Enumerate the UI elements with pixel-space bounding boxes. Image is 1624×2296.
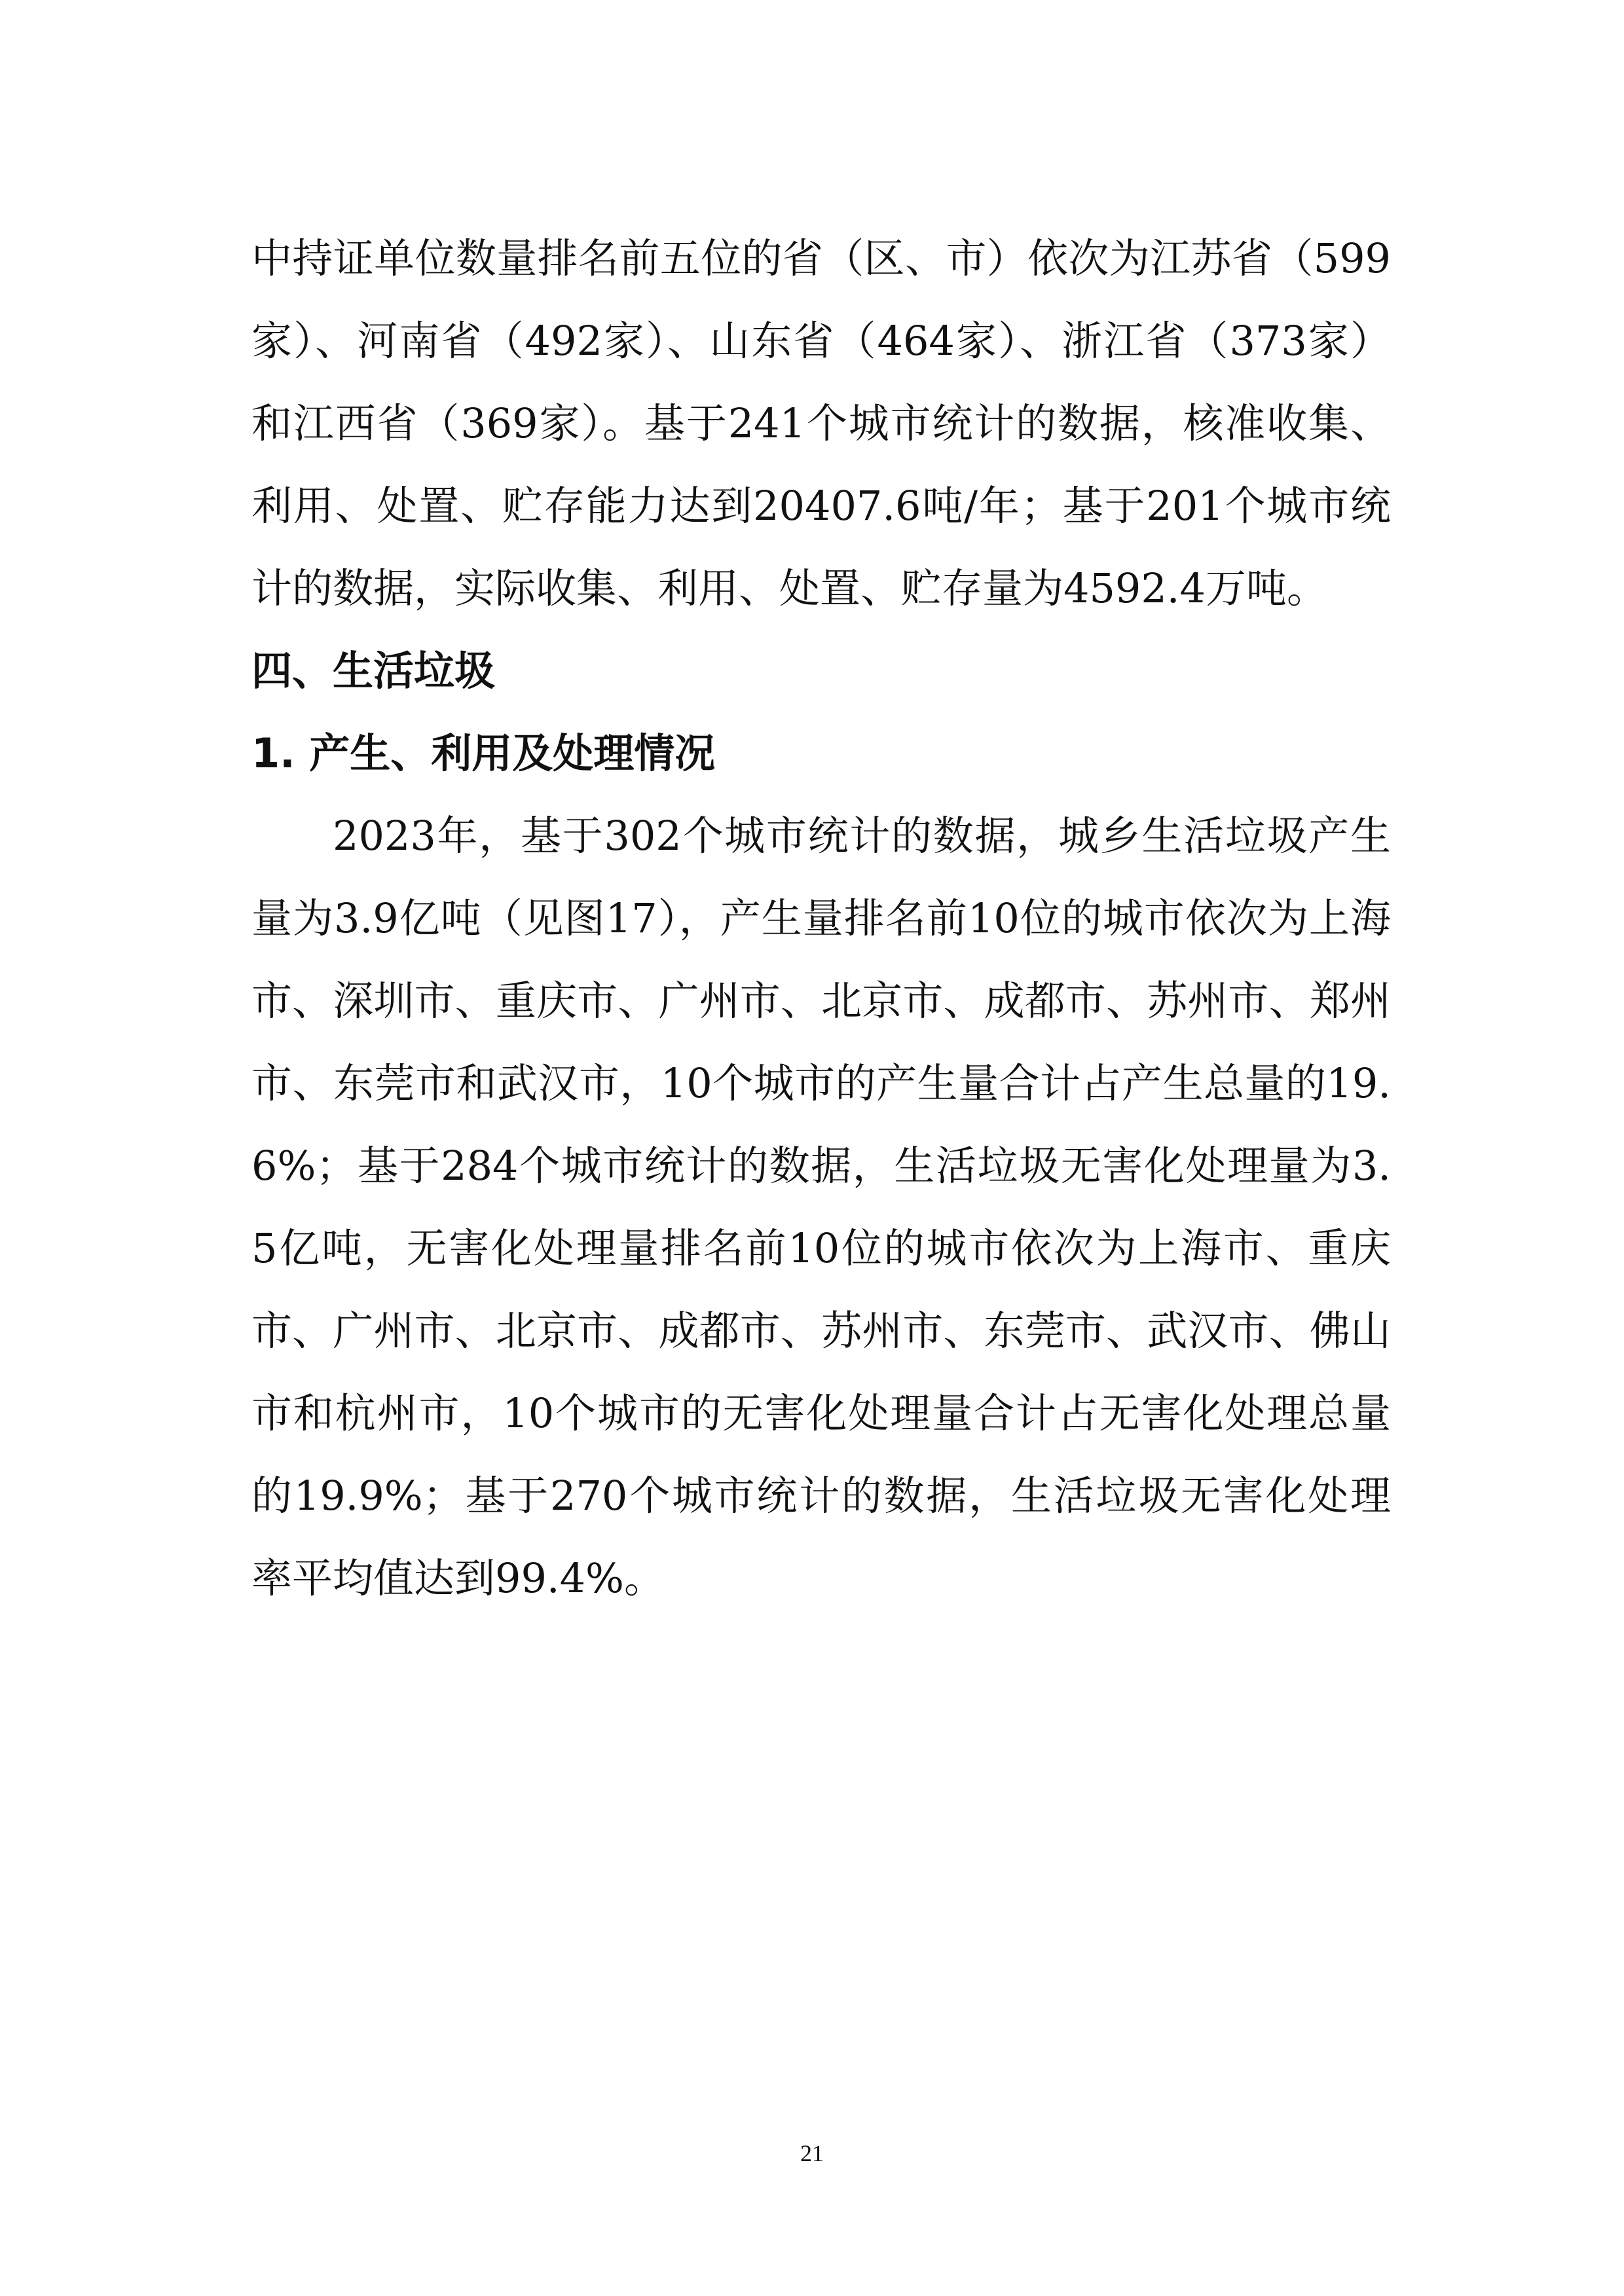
section-heading: 四、生活垃圾 <box>251 647 496 695</box>
page-content <box>251 217 1391 1620</box>
page-number: 21 <box>800 2140 824 2166</box>
body-paragraph: 2023年，基于302个城市统计的数据，城乡生活垃圾产生量为3.9亿吨（见图17），产生量排名前10位的城市依次为上海市、深圳市、重庆市、广州市、北京市、成都市、苏州市、郑州市、东莞市和武汉市，10个城市的产生量合计占产生总量的19.6%；基于284个城市统计的数据，生活垃圾无害化处理量为3.5亿吨，无害化处理量排名前10位的城市依次为上海市、重庆市、广州市、北京市、成都市、苏州市、东莞市、武汉市、佛山市和杭州市，10个城市的无害化处理量合计占无害化处理总量的19.9%；基于270个城市统计的数据，生活垃圾无害化处理率平均值达到99.4%。 <box>251 812 1391 1602</box>
continuation-paragraph: 中持证单位数量排名前五位的省（区、市）依次为江苏省（599家）、河南省（492家）、山东省（464家）、浙江省（373家）和江西省（369家）。基于241个城市统计的数据，核准收集、利用、处置、贮存能力达到20407.6吨/年；基于201个城市统计的数据，实际收集、利用、处置、贮存量为4592.4万吨。 <box>251 234 1391 612</box>
subsection-heading: 1. 产生、利用及处理情况 <box>251 729 716 777</box>
